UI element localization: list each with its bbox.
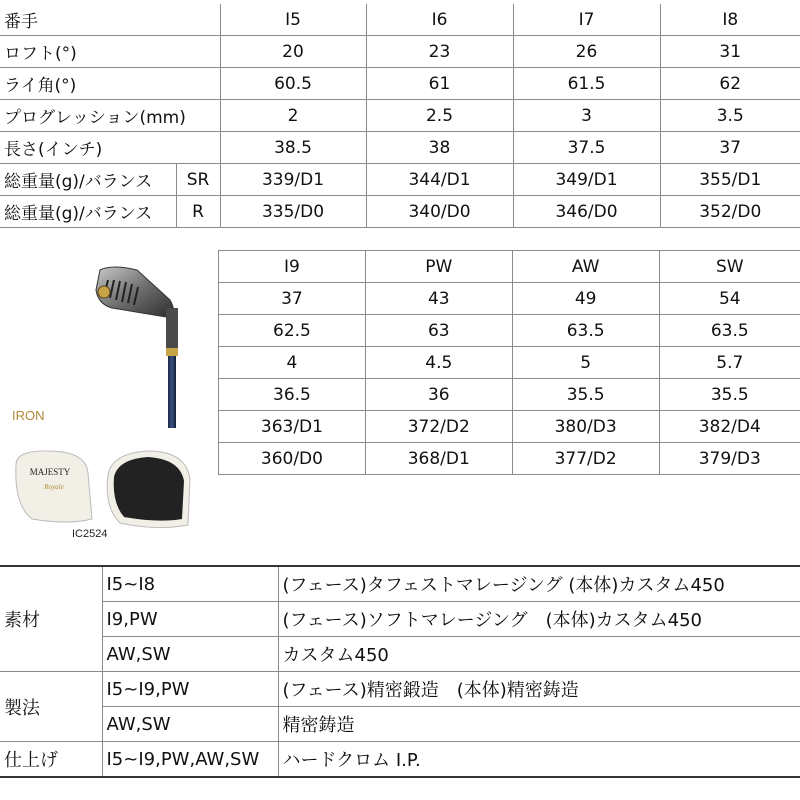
value-cell: 37 [219, 283, 366, 315]
value-cell: 38 [366, 132, 513, 164]
value-cell: 61 [366, 68, 513, 100]
cover-brand: MAJESTY [29, 467, 71, 477]
table-row [0, 36, 800, 68]
header-cell: I8 [660, 4, 800, 36]
table-row [219, 251, 800, 283]
table-row [0, 707, 800, 742]
header-cell: I9 [219, 251, 366, 283]
value-cell: 26 [513, 36, 660, 68]
value-cell: 49 [512, 283, 659, 315]
table-row [0, 672, 800, 707]
desc-cell: カスタム450 [278, 637, 800, 672]
header-cell: AW [512, 251, 659, 283]
table-row [219, 443, 800, 475]
value-cell: 339/D1 [220, 164, 366, 196]
table-row [219, 379, 800, 411]
table-row [0, 68, 800, 100]
clubs-cell: AW,SW [102, 637, 278, 672]
row-label: 総重量(g)/バランス [0, 164, 176, 196]
iron-club-image [92, 260, 192, 430]
value-cell: 35.5 [512, 379, 659, 411]
value-cell: 335/D0 [220, 196, 366, 228]
value-cell: 37.5 [513, 132, 660, 164]
table-row [0, 100, 800, 132]
table-row [0, 602, 800, 637]
value-cell: 382/D4 [659, 411, 800, 443]
value-cell: 352/D0 [660, 196, 800, 228]
row-label: 総重量(g)/バランス [0, 196, 176, 228]
desc-cell: 精密鋳造 [278, 707, 800, 742]
value-cell: 62 [660, 68, 800, 100]
header-club-number: 番手 [0, 4, 220, 36]
value-cell: 3 [513, 100, 660, 132]
value-cell: 363/D1 [219, 411, 366, 443]
value-cell: 23 [366, 36, 513, 68]
material-label: 素材 [0, 566, 102, 672]
desc-cell: ハードクロム I.P. [278, 742, 800, 778]
clubs-cell: AW,SW [102, 707, 278, 742]
iron-label: IRON [12, 408, 45, 423]
value-cell: 61.5 [513, 68, 660, 100]
header-cell: PW [365, 251, 512, 283]
value-cell: 36.5 [219, 379, 366, 411]
header-cell: SW [659, 251, 800, 283]
value-cell: 368/D1 [365, 443, 512, 475]
table-row [219, 411, 800, 443]
value-cell: 380/D3 [512, 411, 659, 443]
value-cell: 38.5 [220, 132, 366, 164]
desc-cell: (フェース)ソフトマレージング (本体)カスタム450 [278, 602, 800, 637]
desc-cell: (フェース)タフェストマレージング (本体)カスタム450 [278, 566, 800, 602]
header-cell: I5 [220, 4, 366, 36]
table-row [0, 637, 800, 672]
cover-script: Royale [44, 483, 64, 491]
value-cell: 377/D2 [512, 443, 659, 475]
value-cell: 3.5 [660, 100, 800, 132]
value-cell: 60.5 [220, 68, 366, 100]
value-cell: 346/D0 [513, 196, 660, 228]
value-cell: 379/D3 [659, 443, 800, 475]
row-label: ライ角(°) [0, 68, 220, 100]
finish-label: 仕上げ [0, 742, 102, 778]
table-row [0, 196, 800, 228]
value-cell: 63 [365, 315, 512, 347]
spec-table-bottom [218, 250, 800, 475]
value-cell: 355/D1 [660, 164, 800, 196]
value-cell: 35.5 [659, 379, 800, 411]
table-row [219, 283, 800, 315]
table-row [0, 164, 800, 196]
value-cell: 344/D1 [366, 164, 513, 196]
value-cell: 5.7 [659, 347, 800, 379]
value-cell: 43 [365, 283, 512, 315]
table-row [0, 132, 800, 164]
value-cell: 2 [220, 100, 366, 132]
value-cell: 63.5 [512, 315, 659, 347]
row-label: プログレッション(mm) [0, 100, 220, 132]
value-cell: 62.5 [219, 315, 366, 347]
value-cell: 36 [365, 379, 512, 411]
value-cell: 349/D1 [513, 164, 660, 196]
header-cell: I6 [366, 4, 513, 36]
value-cell: 54 [659, 283, 800, 315]
header-cell: I7 [513, 4, 660, 36]
clubs-cell: I5~I9,PW [102, 672, 278, 707]
value-cell: 4.5 [365, 347, 512, 379]
table-row [0, 566, 800, 602]
clubs-cell: I5~I8 [102, 566, 278, 602]
value-cell: 340/D0 [366, 196, 513, 228]
headcover-label: IC2524 [72, 528, 108, 540]
table-row [219, 347, 800, 379]
row-label: ロフト(°) [0, 36, 220, 68]
value-cell: 372/D2 [365, 411, 512, 443]
table-row [0, 742, 800, 778]
flex-cell: SR [176, 164, 220, 196]
spec-table-top [0, 4, 800, 228]
value-cell: 31 [660, 36, 800, 68]
table-row [0, 4, 800, 36]
clubs-cell: I9,PW [102, 602, 278, 637]
clubs-cell: I5~I9,PW,AW,SW [102, 742, 278, 778]
flex-cell: R [176, 196, 220, 228]
desc-cell: (フェース)精密鍛造 (本体)精密鋳造 [278, 672, 800, 707]
value-cell: 360/D0 [219, 443, 366, 475]
table-row [219, 315, 800, 347]
headcover-image [8, 445, 198, 530]
value-cell: 37 [660, 132, 800, 164]
value-cell: 4 [219, 347, 366, 379]
value-cell: 5 [512, 347, 659, 379]
materials-table [0, 565, 800, 778]
value-cell: 63.5 [659, 315, 800, 347]
row-label: 長さ(インチ) [0, 132, 220, 164]
method-label: 製法 [0, 672, 102, 742]
value-cell: 2.5 [366, 100, 513, 132]
value-cell: 20 [220, 36, 366, 68]
